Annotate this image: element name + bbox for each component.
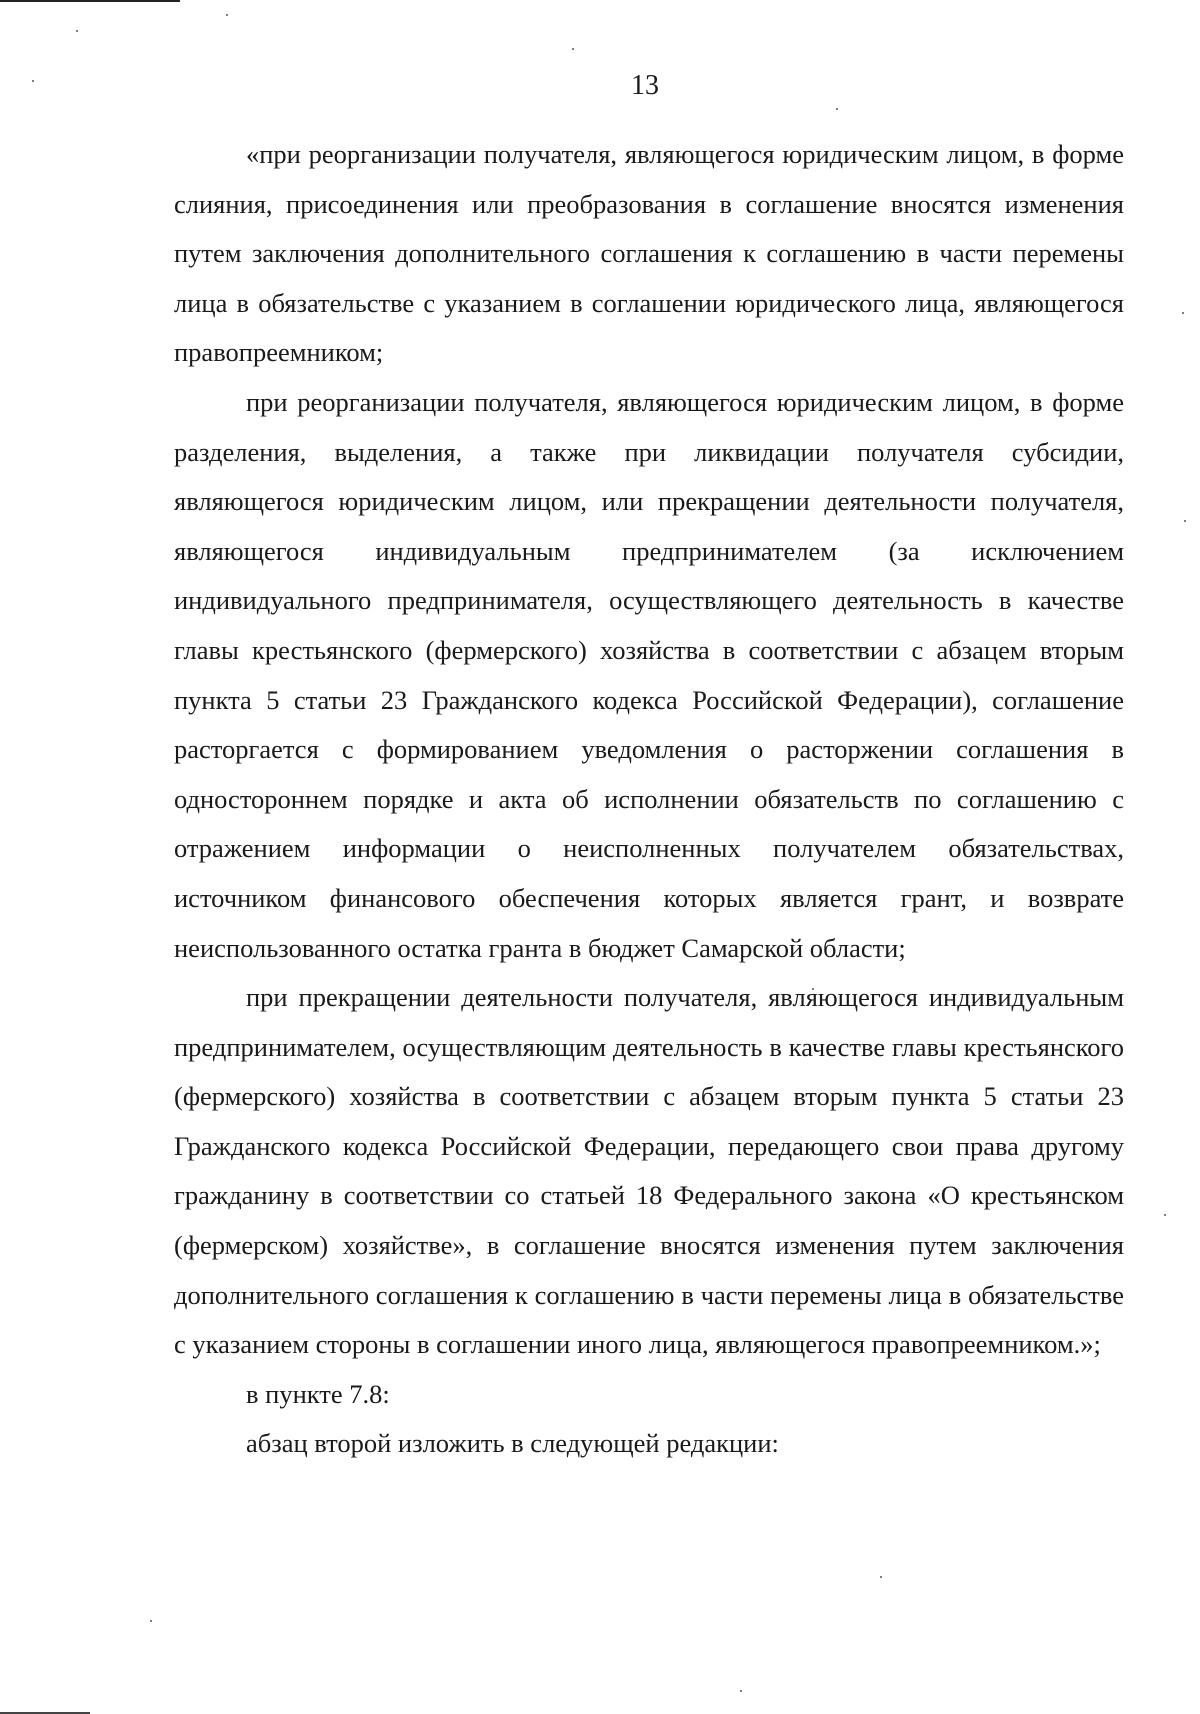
scan-speck — [1184, 520, 1186, 522]
paragraph-reorganization-merger: «при реорганизации получателя, являющегося юридическим лицом, в форме слияния, присоединения или преобразования в соглашение вносятся изменения путем заключения дополнительного соглашения к соглашению в части перемены лица в обязательстве с указанием в соглашении юридического лица, являющегося правопреемником; — [174, 139, 1124, 368]
paragraph-clause-7-8: в пункте 7.8: — [246, 1378, 390, 1409]
scan-speck — [226, 14, 228, 16]
scan-speck — [572, 48, 574, 50]
scan-speck — [836, 108, 838, 110]
document-body — [174, 130, 1124, 1469]
paragraph-reorganization-division: при реорганизации получателя, являющегося юридическим лицом, в форме разделения, выделения, а также при ликвидации получателя субсидии, являющегося юридическим лицом, или прекращении деятельности получателя, являющегося индивидуальным предпринимателем (за исключением индивидуального предпринимателя, осуществляющего деятельность в качестве главы крестьянского (фермерского) хозяйства в соответствии с абзацем вторым пункта 5 статьи 23 Гражданского кодекса Российской Федерации), соглашение расторгается с формированием уведомления о расторжении соглашения в одностороннем порядке и акта об исполнении обязательств по соглашению с отражением информации о неисполненных получателем обязательствах, источником финансового обеспечения которых является грант, и возврате неиспользованного остатка гранта в бюджет Самарской области; — [174, 386, 1124, 963]
scan-speck — [1164, 1214, 1166, 1216]
scan-speck — [740, 1690, 742, 1692]
paragraph-second-abzac: абзац второй изложить в следующей редакции: — [246, 1428, 779, 1459]
paragraph-farm-termination: при прекращении деятельности получателя, являющегося индивидуальным предпринимателем, осуществляющим деятельность в качестве главы крестьянского (фермерского) хозяйства в соответствии с абзацем вторым пункта 5 статьи 23 Гражданского кодекса Российской Федерации, передающего свои права другому гражданину в соответствии со статьей 18 Федерального закона «О крестьянском (фермерском) хозяйстве», в соглашение вносятся изменения путем заключения дополнительного соглашения к соглашению в части перемены лица в обязательстве с указанием стороны в соглашении иного лица, являющегося правопреемником.»; — [174, 982, 1124, 1360]
scan-speck — [1182, 312, 1184, 314]
scan-speck — [76, 30, 78, 32]
scan-speck — [150, 1620, 152, 1622]
scan-edge-line-top — [0, 0, 180, 2]
page-number: 13 — [631, 70, 659, 101]
scan-speck — [880, 1576, 882, 1578]
